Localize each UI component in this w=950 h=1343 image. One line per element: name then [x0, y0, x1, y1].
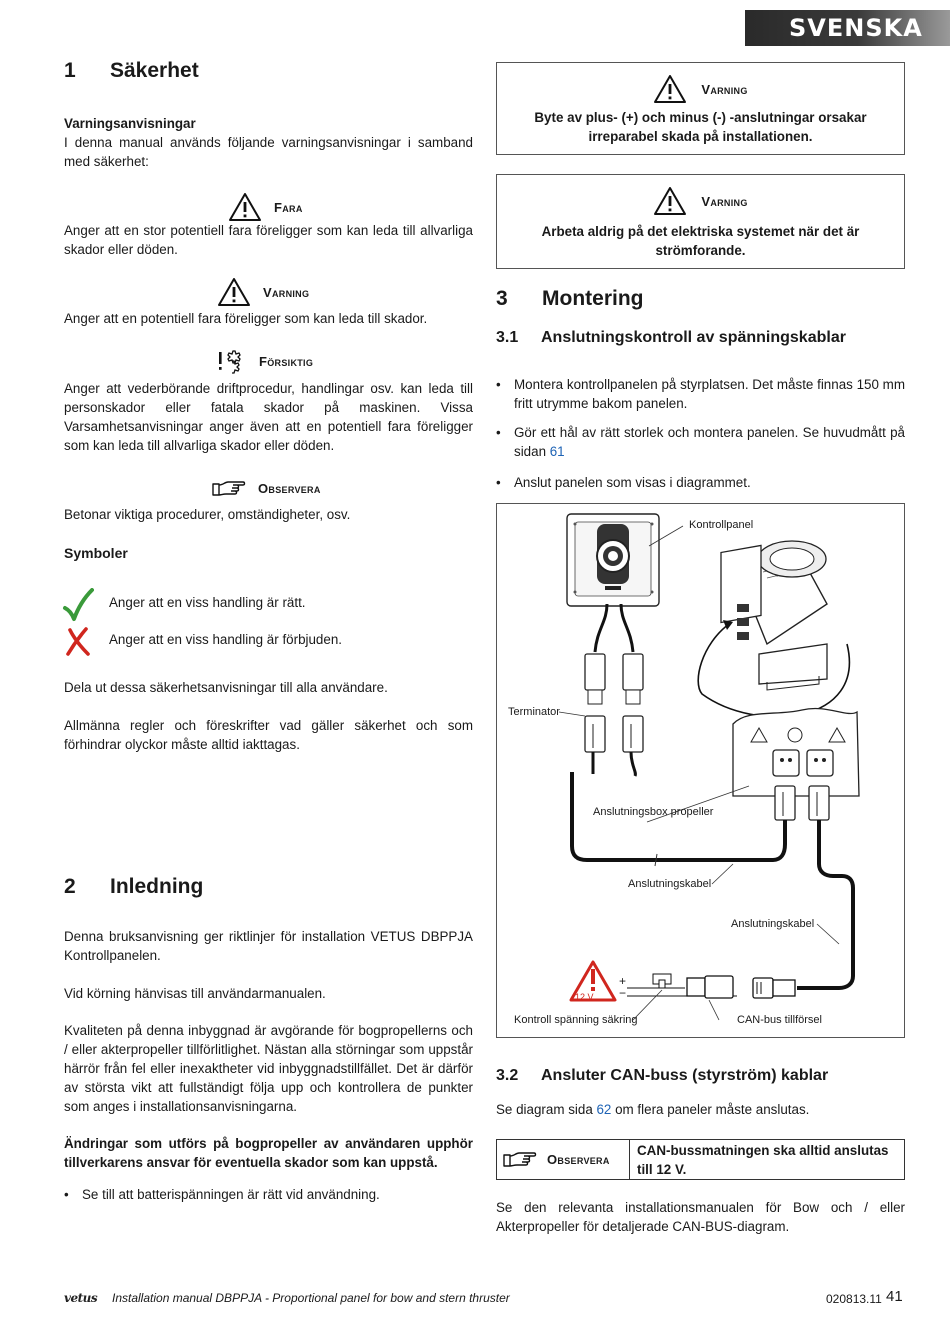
forsiktig-text: Anger att vederbörande driftprocedur, handlingar osv. kan leda till personskador eller fatala skador på maskinen. Vissa Varsamhetsanvisningar anger även att en potentiell fara föreligger som kan leda till allvarliga skador eller döden.: [64, 381, 473, 453]
warnings-heading: Varningsanvisningar: [64, 116, 196, 131]
connector-pair-illustration: [585, 654, 643, 752]
section-title: Montering: [542, 287, 644, 310]
symbol-ok-text: Anger att en viss handling är rätt.: [109, 595, 306, 610]
section-title: Säkerhet: [110, 59, 199, 82]
label-can-fuse: CAN-bus tillförsel: [737, 1014, 822, 1026]
cross-icon: [64, 626, 92, 656]
fara-heading: [228, 192, 303, 222]
label-kontrollpanel: Kontrollpanel: [689, 519, 754, 531]
language-tab: SVENSKA: [745, 10, 950, 46]
wiring-diagram: [496, 503, 905, 1038]
bullet-dot: •: [64, 1187, 69, 1202]
section-title: Ansluter CAN-buss (styrström) kablar: [541, 1067, 829, 1084]
symbol-no-text: Anger att en viss handling är förbjuden.: [109, 632, 342, 647]
observera-label: Observera: [258, 481, 321, 496]
section-1-heading: [64, 58, 484, 84]
intro-p2: Vid körning hänvisas till användarmanualen.: [64, 986, 326, 1001]
fara-text: Anger att en stor potentiell fara föreligger som kan leda till allvarliga skador eller döden.: [64, 223, 473, 257]
page-number: 41: [886, 1288, 903, 1305]
caution-gear-icon: [217, 347, 247, 375]
can-p1: [496, 1100, 905, 1119]
list-item: [64, 1185, 473, 1205]
varning-heading: [217, 277, 309, 307]
pointing-hand-icon: [212, 480, 246, 498]
varning-text: Anger att en potentiell fara föreligger som kan leda till skador.: [64, 311, 428, 326]
list-item: [496, 473, 905, 493]
forsiktig-label: Försiktig: [259, 353, 314, 369]
footer-title: Installation manual DBPPJA - Proportional panel for bow and stern thruster: [112, 1291, 510, 1305]
can-p2: Se den relevanta installationsmanualen för Bow och / eller Akterpropeller för detaljerade CAN-BUS-diagram.: [496, 1200, 905, 1234]
fara-label: Fara: [274, 199, 303, 215]
section-number: 3.2: [496, 1067, 519, 1084]
observera-table-text: CAN-bussmatningen ska alltid anslutas till 12 V.: [637, 1143, 889, 1177]
label-cable-2: Anslutningskabel: [731, 918, 815, 930]
label-terminator: Terminator: [508, 706, 560, 718]
thruster-illustration: [721, 541, 827, 690]
warning-text: Arbeta aldrig på det elektriska systemet när det är strömforande.: [541, 224, 860, 258]
label-plus: +: [619, 974, 627, 988]
bullet-dot: •: [496, 475, 501, 490]
label-voltage: 12 V: [575, 992, 594, 1002]
bullet-dot: •: [496, 377, 501, 392]
intro-bullet1: Se till att batterispänningen är rätt vid användning.: [82, 1187, 380, 1202]
observera-table: [496, 1139, 905, 1180]
page-62-link[interactable]: 62: [596, 1102, 612, 1117]
connection-box-illustration: [733, 708, 859, 820]
warning-box-live-system: [496, 174, 905, 269]
mounting-bullet2-text: Gör ett hål av rätt storlek och montera panelen. Se huvudmått på sidan: [514, 425, 905, 459]
section-number: 1: [64, 59, 76, 82]
label-fuse: Kontroll spänning säkring: [514, 1014, 638, 1026]
observera-table-label-cell: [497, 1140, 630, 1179]
observera-text: Betonar viktiga procedurer, omständigheter, osv.: [64, 507, 351, 522]
label-minus: −: [619, 986, 627, 1000]
page-footer: [64, 1288, 905, 1306]
warning-triangle-icon: [228, 192, 262, 222]
intro-p1: Denna bruksanvisning ger riktlinjer för installation VETUS DBPPJA Kontrollpanelen.: [64, 929, 473, 963]
control-panel-illustration: [567, 514, 683, 606]
wiring-diagram-drawing: [497, 504, 904, 1037]
check-icon: [62, 588, 94, 622]
bullet-dot: •: [496, 425, 501, 440]
can-p1-pre: Se diagram sida: [496, 1102, 597, 1117]
vetus-logo: vetus: [64, 1291, 98, 1305]
can-connector-illustration: [687, 976, 795, 998]
label-box-propeller: Anslutningsbox propeller: [593, 806, 714, 818]
warning-text: Byte av plus- (+) och minus (-) -anslutningar orsakar irreparabel skada på installationen.: [534, 110, 867, 144]
section-number: 2: [64, 875, 76, 898]
varning-label: Varning: [263, 284, 310, 300]
list-item: [496, 375, 905, 415]
warning-label: Varning: [701, 81, 748, 97]
intro-p3: Kvaliteten på denna inbyggnad är avgörande för bogpropellerns och / eller akterpropeller tillförlitlighet. Nästan alla störningar som uppstår härrör från fel eller inexaktheter vid inbyggnadstillfället. Det är därför av största vikt att fullständigt följa upp och kontrollera de punkter som anges i installationsanvisningarna.: [64, 1023, 473, 1114]
warning-triangle-icon: [653, 74, 687, 104]
warning-box-head: [497, 74, 904, 104]
observera-heading: [212, 479, 321, 498]
section-title: Inledning: [110, 875, 204, 898]
label-cable-1: Anslutningskabel: [628, 878, 712, 890]
footer-code: 020813.11: [826, 1292, 882, 1306]
section-3-heading: [496, 286, 905, 312]
pointing-hand-icon: [503, 1151, 537, 1169]
section-3-1-heading: [496, 328, 905, 348]
intro-p4: Ändringar som utförs på bogpropeller av användaren upphör tillverkarens ansvar för eventuella skador som kan uppstå.: [64, 1136, 473, 1170]
share-text: Dela ut dessa säkerhetsanvisningar till alla användare.: [64, 680, 388, 695]
warning-box-polarity: [496, 62, 905, 155]
warning-box-head: [497, 186, 904, 216]
can-p1-post: om flera paneler måste anslutas.: [611, 1102, 810, 1117]
section-title: Anslutningskontroll av spänningskablar: [541, 329, 846, 346]
warning-label: Varning: [701, 193, 748, 209]
observera-label: Observera: [547, 1152, 610, 1167]
section-2-heading: [64, 874, 484, 900]
mounting-bullet3: Anslut panelen som visas i diagrammet.: [514, 475, 751, 490]
warning-triangle-icon: [653, 186, 687, 216]
warnings-intro: I denna manual används följande varningsanvisningar i samband med säkerhet:: [64, 135, 473, 169]
section-number: 3.1: [496, 329, 519, 346]
list-item: [496, 423, 905, 463]
page-61-link[interactable]: 61: [549, 444, 565, 459]
section-3-2-heading: [496, 1066, 905, 1086]
symbols-heading: Symboler: [64, 545, 128, 561]
forsiktig-heading: [217, 347, 313, 375]
mounting-bullet2: [514, 423, 905, 461]
rules-text: Allmänna regler och föreskrifter vad gäller säkerhet och som förhindrar olyckor måste alltid iakttagas.: [64, 718, 473, 752]
mounting-bullet1: Montera kontrollpanelen på styrplatsen. Det måste finnas 150 mm fritt utrymme bakom panelen.: [514, 377, 905, 411]
warning-triangle-icon: [217, 277, 251, 307]
section-number: 3: [496, 287, 508, 310]
